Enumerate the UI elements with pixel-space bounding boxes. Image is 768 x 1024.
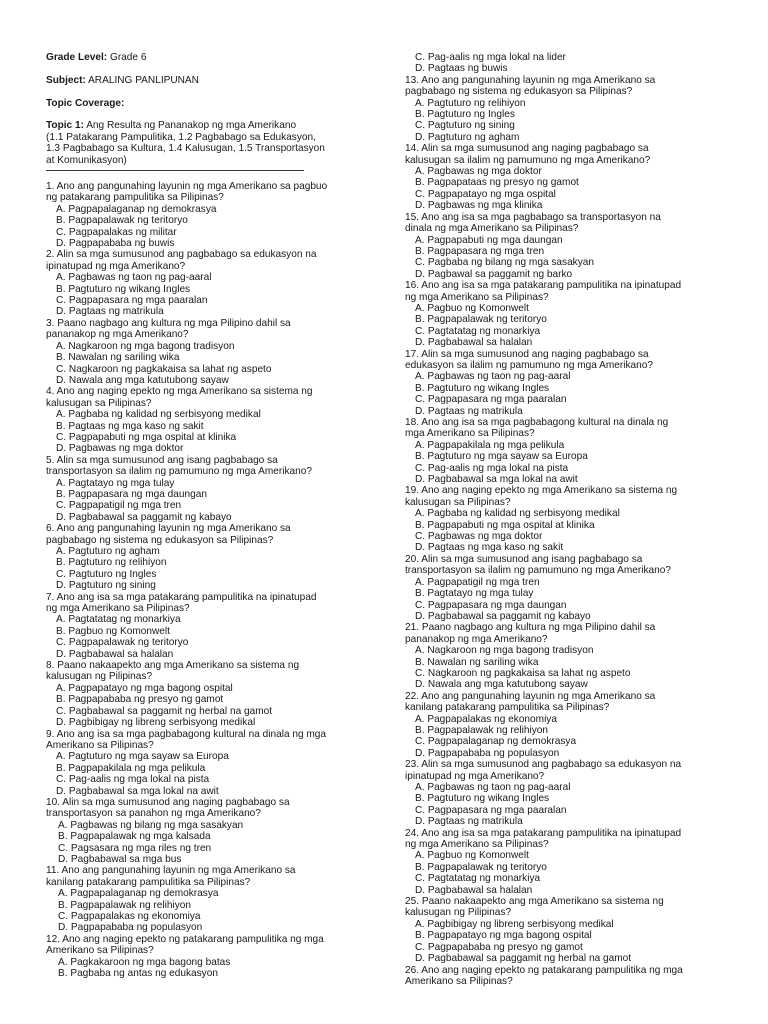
question-text: 23. Alin sa mga sumusunod ang pagbabago sa edukasyon na [405,759,682,771]
answer-option: C. Pagpapasara ng mga daungan [415,599,567,611]
topic-line: at Komunikasyon) [46,154,127,166]
answer-option: B. Pagpapasara ng mga daungan [56,488,207,500]
left-column [46,52,362,979]
answer-option: C. Pagpapatigil ng mga tren [56,500,182,512]
answer-option: A. Pagbawas ng taon ng pag-aaral [415,782,571,793]
answer-option: C. Pagpapalaganap ng demokrasya [415,736,577,748]
question-item [46,797,362,865]
answer-option: B. Pagtuturo ng relihiyon [56,557,167,569]
answer-option: B. Pagpapalawak ng teritoryo [415,314,547,326]
answer-option: D. Pagpapababa ng populasyon [415,747,560,759]
answer-option: C. Pagpapalakas ng militar [56,226,177,238]
answer-option: C. Nagkaroon ng pagkakaisa sa lahat ng aspeto [56,363,272,375]
answer-option: D. Pagtuturo ng agham [415,131,520,143]
question-text: Amerikano sa Pilipinas? [46,945,154,957]
subject-line [46,75,362,86]
answer-option: A. Pagkakaroon ng mga bagong batas [58,956,231,968]
answer-option: A. Pagpapalaganap ng demokrasya [56,203,217,215]
question-item [46,865,362,933]
question-item [46,249,362,317]
topic-coverage-heading: Topic Coverage: [46,97,125,109]
topic-label: Topic 1: [46,120,84,132]
question-item [405,759,741,827]
answer-option: A. Pagpapabuti ng mga daungan [415,234,563,246]
question-text: 16. Ano ang isa sa mga patakarang pampulitika na ipinatupad [405,280,682,292]
answer-option: C. Pag-aalis ng mga lokal na pista [415,462,569,474]
answer-option: B. Pagtuturo ng mga sayaw sa Europa [415,451,588,463]
question-text: 6. Ano ang pangunahing layunin ng mga Amerikano sa [46,523,291,535]
answer-option: A. Nagkaroon ng mga bagong tradisyon [56,340,235,352]
question-text: 22. Ano ang pangunahing layunin ng mga Amerikano sa [405,690,656,702]
question-text: pagbabago ng sistema ng edukasyon sa Pilipinas? [46,534,274,546]
topic-line: Ang Resulta ng Pananakop ng mga Amerikano [86,120,297,132]
question-text: 18. Ano ang isa sa mga pagbabagong kultural na dinala ng [405,417,669,428]
answer-option: D. Pagbabawal sa halalan [56,648,174,660]
answer-option: C. Pagpapababa ng presyo ng gamot [415,941,583,953]
question-text: ng mga Amerikano sa Pilipinas? [405,291,549,303]
answer-option: A. Pagtuturo ng relihiyon [415,97,526,109]
answer-option: B. Pagpapababa ng presyo ng gamot [56,694,224,706]
question-text: 19. Ano ang naging epekto ng mga Amerikano sa sistema ng [405,485,678,497]
answer-option: D. Pagbabawal sa paggamit ng kabayo [415,610,591,622]
question-item [405,212,741,280]
question-text: ng mga Amerikano sa Pilipinas? [405,839,549,851]
question-item [46,523,362,591]
answer-option: B. Pagpapalawak ng relihiyon [415,724,548,736]
question-text: 21. Paano nagbago ang kultura ng mga Pilipino dahil sa [405,622,656,634]
answer-option: B. Nawalan ng sariling wika [415,656,539,668]
answer-option: D. Pagbawal sa paggamit ng barko [415,268,573,280]
answer-option: B. Nawalan ng sariling wika [56,352,180,364]
question-text: Amerikano sa Pilipinas? [46,739,154,751]
answer-option: B. Pagpapalawak ng relihiyon [58,899,191,911]
answer-option: A. Pagbuo ng Komonwelt [415,302,529,314]
answer-option: A. Pagtuturo ng agham [56,546,160,558]
answer-option: B. Pagpapataas ng presyo ng gamot [415,177,579,189]
question-text: kalusugan sa Pilipinas? [46,397,152,409]
answer-option: C. Pagtuturo ng Ingles [56,568,157,580]
question-item [405,828,741,896]
right-question-list [405,52,741,987]
question-item [405,554,741,622]
question-item [46,934,362,980]
answer-option: B. Pagtuturo ng Ingles [415,109,515,121]
question-text: mga Amerikano sa Pilipinas? [405,428,535,440]
answer-option: B. Pagtuturo ng wikang Ingles [415,793,550,805]
question-item [405,349,741,417]
topic-description [46,120,362,166]
answer-option: D. Pagbawas ng mga klinika [415,200,543,212]
question-text: kalusugan sa Pilipinas? [405,496,511,508]
question-text: kalusugan ng Pilipinas? [46,671,153,683]
question-text: 9. Ano ang isa sa mga pagbabagong kultural na dinala ng mga [46,728,327,740]
answer-option: C. Pagpapasara ng mga paaralan [56,295,208,307]
question-text: 8. Paano nakaapekto ang mga Amerikano sa sistema ng [46,660,300,672]
question-text: 2. Alin sa mga sumusunod ang pagbabago sa edukasyon na [46,249,317,261]
answer-option: D. Pagbabawal sa paggamit ng herbal na gamot [415,953,632,965]
question-item [405,280,741,348]
question-text: 24. Ano ang isa sa mga patakarang pampulitika na ipinatupad [405,827,682,839]
question-text: ipinatupad ng mga Amerikano? [405,770,545,782]
answer-option: D. Pagbibigay ng libreng serbisyong medikal [56,717,256,729]
answer-option: B. Pagpapakilala ng mga pelikula [56,762,206,774]
question-text: kanilang patakarang pampulitika sa Pilipinas? [46,876,251,888]
answer-option: D. Pagtaas ng buwis [415,63,508,75]
answer-option: A. Pagpapalakas ng ekonomiya [415,713,557,725]
grade-level-line [46,52,362,63]
answer-option: C. Pagpapatayo ng mga ospital [415,188,556,200]
answer-option: B. Pagtuturo ng wikang Ingles [415,382,550,394]
answer-option: D. Pagtuturo ng sining [56,580,156,592]
answer-option: D. Pagbawas ng mga doktor [56,443,184,455]
subject-label: Subject: [46,74,86,86]
question-item [46,181,362,249]
answer-option: B. Pagtatayo ng mga tulay [415,588,534,600]
question-item [405,75,741,143]
answer-option: A. Pagbawas ng mga doktor [415,166,542,178]
answer-option: B. Pagpapabuti ng mga ospital at klinika [415,519,595,531]
subject-value: ARALING PANLIPUNAN [88,74,199,86]
question-text: dinala ng mga Amerikano sa Pilipinas? [405,223,579,235]
answer-option: C. Pag-aalis ng mga lokal na lider [415,52,566,63]
answer-option: A. Nagkaroon ng mga bagong tradisyon [415,645,594,657]
grade-level-value: Grade 6 [109,52,147,63]
answer-option: C. Pagtuturo ng sining [415,120,515,132]
question-text: 12. Ano ang naging epekto ng patakarang pampulitika ng mga [46,933,324,945]
question-item [405,691,741,759]
question-text: 14. Alin sa mga sumusunod ang naging pagbabago sa [405,143,649,155]
question-text: kanilang patakarang pampulitika sa Pilipinas? [405,702,610,714]
answer-option: A. Pagpapatayo ng mga bagong ospital [56,682,233,694]
answer-option: C. Pagtatatag ng monarkiya [415,873,541,885]
question-text: 15. Ano ang isa sa mga pagbabago sa transportasyon na [405,211,661,223]
question-item [405,485,741,553]
question-item [405,896,741,964]
answer-option: D. Pagtaas ng matrikula [415,816,523,828]
question-text: pananakop ng mga Amerikano? [405,633,548,645]
answer-option: D. Pagtaas ng matrikula [415,405,523,417]
answer-option: A. Pagbawas ng bilang ng mga sasakyan [58,819,244,831]
answer-option: C. Pagtatatag ng monarkiya [415,325,541,337]
answer-option: C. Pag-aalis ng mga lokal na pista [56,774,210,786]
answer-option: D. Pagbabawal sa mga lokal na awit [56,785,219,797]
answer-option: B. Pagtuturo ng wikang Ingles [56,283,191,295]
answer-option: D. Nawala ang mga katutubong sayaw [415,679,588,691]
answer-option: A. Pagpapatigil ng mga tren [415,576,540,588]
answer-option: C. Pagsasara ng mga riles ng tren [58,842,212,854]
answer-option: C. Pagpapalakas ng ekonomiya [58,911,201,923]
question-item [46,318,362,386]
question-text: 4. Ano ang naging epekto ng mga Amerikano sa sistema ng [46,386,313,398]
answer-option: C. Nagkaroon ng pagkakaisa sa lahat ng aspeto [415,667,631,679]
answer-option: C. Pagbabawal sa paggamit ng herbal na gamot [56,705,273,717]
answer-option: B. Pagtaas ng mga kaso ng sakit [56,420,204,432]
question-text: 20. Alin sa mga sumusunod ang isang pagbabago sa [405,553,643,565]
answer-option: B. Pagbuo ng Komonwelt [56,625,170,637]
question-text: transportasyon sa panahon ng mga Amerikano? [46,808,261,820]
answer-option: A. Pagbawas ng taon ng pag-aaral [415,371,571,383]
question-text: ng mga Amerikano sa Pilipinas? [46,603,190,615]
topic-line: 1.3 Pagbabago sa Kultura, 1.4 Kalusugan, 1.5 Transportasyon [46,143,325,155]
question-text: 11. Ano ang pangunahing layunin ng mga Amerikano sa [46,865,296,877]
answer-option: C. Pagpapabuti ng mga ospital at klinika [56,431,237,443]
question-item [405,417,741,485]
question-text: edukasyon sa ilalim ng pamumuno ng mga Amerikano? [405,359,653,371]
answer-option: A. Pagbibigay ng libreng serbisyong medikal [415,918,614,930]
question-item [46,386,362,454]
answer-option: D. Pagbabawal sa mga bus [58,853,182,865]
question-text: 25. Paano nakaapekto ang mga Amerikano sa sistema ng [405,896,664,908]
answer-option: D. Pagtaas ng mga kaso ng sakit [415,542,564,554]
question-item [46,592,362,660]
answer-option: D. Pagbabawal sa paggamit ng kabayo [56,511,232,523]
question-text: 17. Alin sa mga sumusunod ang naging pagbabago sa [405,348,649,360]
right-column [405,52,741,987]
answer-option: C. Pagpapasara ng mga paaralan [415,394,567,406]
answer-option: B. Pagbaba ng antas ng edukasyon [58,968,218,980]
answer-option: D. Pagbabawal sa mga lokal na awit [415,474,578,486]
answer-option: C. Pagbaba ng bilang ng mga sasakyan [415,257,595,269]
answer-option: D. Pagpapababa ng buwis [56,238,175,250]
question-text: kalusugan sa ilalim ng pamumuno ng mga Amerikano? [405,154,651,166]
answer-option: D. Pagbabawal sa halalan [415,884,533,896]
question-item [46,729,362,797]
answer-option: A. Pagpapalaganap ng demokrasya [58,888,219,900]
question-text: 10. Alin sa mga sumusunod ang naging pagbabago sa [46,796,290,808]
question-text: pananakop ng mga Amerikano? [46,329,189,341]
question-text: 1. Ano ang pangunahing layunin ng mga Amerikano sa pagbuo [46,181,328,193]
question-text: 3. Paano nagbago ang kultura ng mga Pilipino dahil sa [46,317,291,329]
question-text: 26. Ano ang naging epekto ng patakarang pampulitika ng mga [405,964,683,976]
answer-option: A. Pagbawas ng taon ng pag-aaral [56,272,212,284]
question-text: kalusugan ng Pilipinas? [405,907,512,919]
answer-option: A. Pagbuo ng Komonwelt [415,850,529,862]
answer-option: D. Nawala ang mga katutubong sayaw [56,374,229,386]
answer-option: D. Pagpapababa ng populasyon [58,922,203,934]
question-item [46,660,362,728]
answer-option: A. Pagtatatag ng monarkiya [56,614,181,626]
question-text: 7. Ano ang isa sa mga patakarang pampulitika na ipinatupad [46,591,317,603]
question-item [405,52,741,75]
answer-option: B. Pagpapalawak ng teritoryo [415,861,547,873]
question-text: 13. Ano ang pangunahing layunin ng mga Amerikano sa [405,74,656,86]
question-text: pagbabago ng sistema ng edukasyon sa Pilipinas? [405,86,633,98]
answer-option: B. Pagpapatayo ng mga bagong ospital [415,930,592,942]
answer-option: B. Pagpapalawak ng mga kalsada [58,831,211,843]
question-text: transportasyon sa ilalim ng pamumuno ng mga Amerikano? [405,565,671,577]
question-item [405,965,741,988]
question-text: 5. Alin sa mga sumusunod ang isang pagbabago sa [46,454,278,466]
answer-option: C. Pagpapasara ng mga paaralan [415,804,567,816]
answer-option: C. Pagpapalawak ng teritoryo [56,637,189,649]
answer-option: A. Pagbaba ng kalidad ng serbisyong medikal [56,409,261,421]
question-text: transportasyon sa ilalim ng pamumuno ng mga Amerikano? [46,466,312,478]
answer-option: A. Pagbaba ng kalidad ng serbisyong medikal [415,508,620,520]
question-text: ipinatupad ng mga Amerikano? [46,260,186,272]
question-text: ng patakarang pampulitika sa Pilipinas? [46,192,224,204]
answer-option: D. Pagbabawal sa halalan [415,337,533,349]
question-item [405,622,741,690]
question-item [46,455,362,523]
answer-option: A. Pagtatayo ng mga tulay [56,477,175,489]
answer-option: C. Pagbawas ng mga doktor [415,531,543,543]
grade-level-label: Grade Level: [46,52,108,63]
answer-option: A. Pagtuturo ng mga sayaw sa Europa [56,751,229,763]
answer-option: B. Pagpapalawak ng teritoryo [56,215,188,227]
topic-line: (1.1 Patakarang Pampulitika, 1.2 Pagbabago sa Edukasyon, [46,131,316,143]
answer-option: B. Pagpapasara ng mga tren [415,245,545,257]
divider-line [46,167,304,171]
question-text: Amerikano sa Pilipinas? [405,975,513,987]
left-question-list [46,181,362,979]
question-item [405,143,741,211]
answer-option: A. Pagpapakilala ng mga pelikula [415,439,565,451]
answer-option: D. Pagtaas ng matrikula [56,306,164,318]
